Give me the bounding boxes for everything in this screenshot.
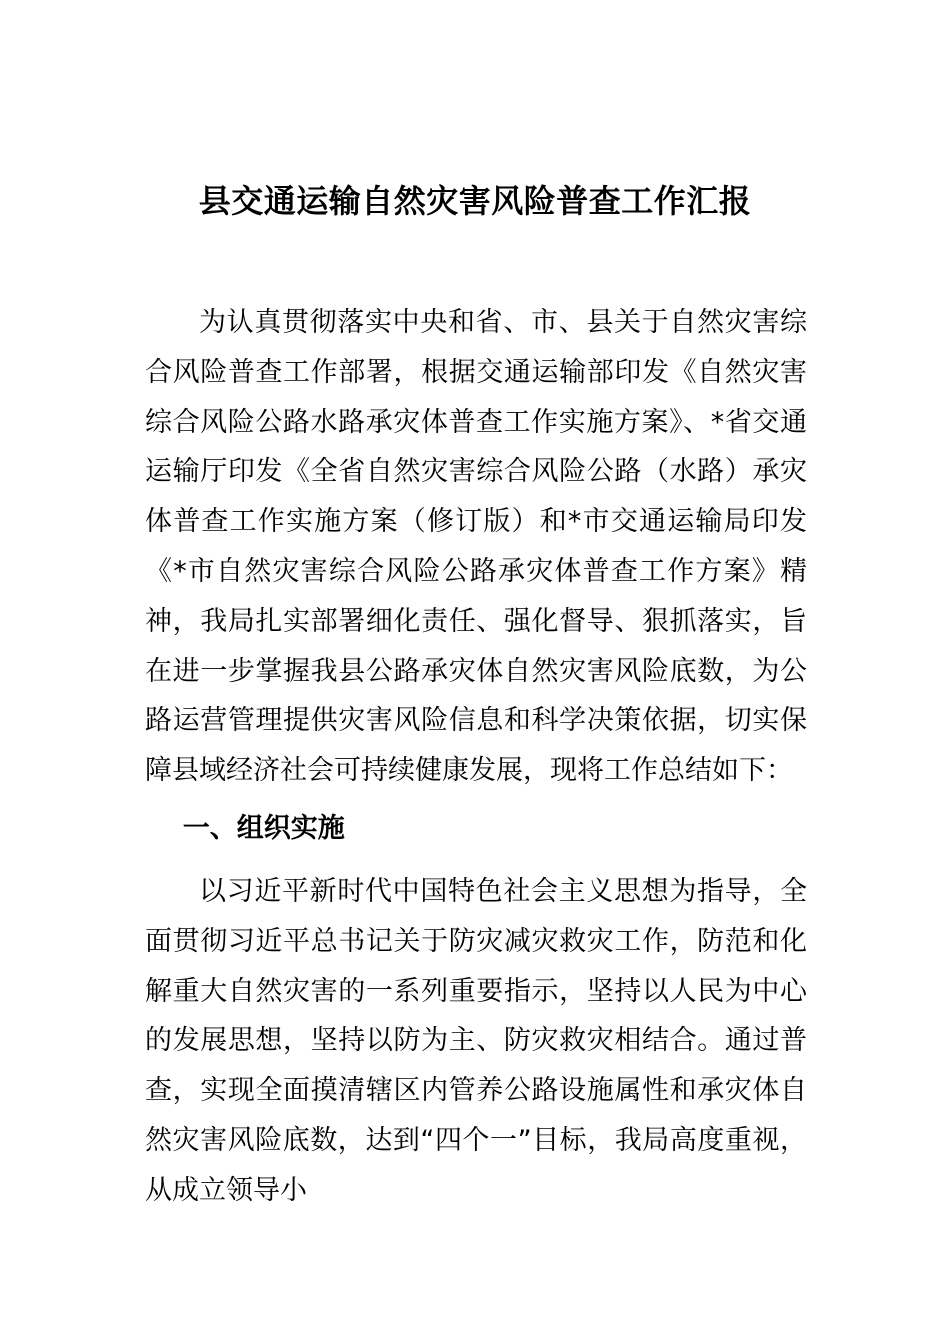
document-title: 县交通运输自然灾害风险普查工作汇报 xyxy=(198,182,752,221)
section-paragraph: 以习近平新时代中国特色社会主义思想为指导，全面贯彻习近平总书记关于防灾减灾救灾工作，防范和化解重大自然灾害的一系列重要指示，坚持以人民为中心的发展思想，坚持以防为主、防灾救灾相结合。通过普查，实现全面摸清辖区内管养公路设施属性和承灾体自然灾害风险底数，达到“四个一”目标，我局高度重视，从成立领导小 xyxy=(145,876,807,1206)
section-heading-organization: 一、组织实施 xyxy=(182,813,345,844)
intro-paragraph: 为认真贯彻落实中央和省、市、县关于自然灾害综合风险普查工作部署，根据交通运输部印发《自然灾害综合风险公路水路承灾体普查工作实施方案》、*省交通运输厅印发《全省自然灾害综合风险公路（水路）承灾体普查工作实施方案（修订版）和*市交通运输局印发《*市自然灾害综合风险公路承灾体普查工作方案》精神，我局扎实部署细化责任、强化督导、狠抓落实，旨在进一步掌握我县公路承灾体自然灾害风险底数，为公路运营管理提供灾害风险信息和科学决策依据，切实保障县域经济社会可持续健康发展，现将工作总结如下： xyxy=(145,307,807,787)
